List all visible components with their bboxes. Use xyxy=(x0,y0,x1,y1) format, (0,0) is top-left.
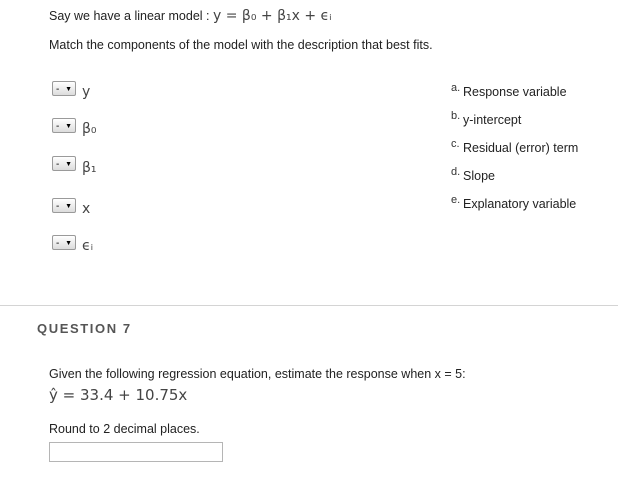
model-intro-label: Say we have a linear model : xyxy=(49,9,210,23)
match-instructions: Match the components of the model with the description that best fits. xyxy=(49,38,433,52)
dropdown-arrow-icon: ▼ xyxy=(65,240,72,247)
select-value: - xyxy=(56,238,60,249)
question-7-prompt: Given the following regression equation, estimate the response when x = 5: xyxy=(49,367,466,381)
question-7-title: QUESTION 7 xyxy=(37,321,132,336)
dropdown-arrow-icon: ▼ xyxy=(65,86,72,93)
match-symbol-epsilon: ϵᵢ xyxy=(82,238,94,254)
model-intro xyxy=(49,8,332,24)
select-value: - xyxy=(56,201,60,212)
option-text-e: Explanatory variable xyxy=(463,197,577,211)
option-letter-e: e. xyxy=(451,194,461,206)
option-text-c: Residual (error) term xyxy=(463,141,579,155)
option-text-d: Slope xyxy=(463,169,495,183)
select-value: - xyxy=(56,159,60,170)
dropdown-arrow-icon: ▼ xyxy=(65,161,72,168)
match-symbol-x: x xyxy=(82,201,91,217)
option-text-b: y-intercept xyxy=(463,113,522,127)
match-symbol-beta0: β₀ xyxy=(82,121,97,137)
dropdown-arrow-icon: ▼ xyxy=(65,203,72,210)
match-symbol-beta1: β₁ xyxy=(82,160,97,176)
match-symbol-y: y xyxy=(82,84,91,100)
model-equation: y = β₀ + β₁x + ϵᵢ xyxy=(213,8,332,24)
select-value: - xyxy=(56,121,60,132)
dropdown-arrow-icon: ▼ xyxy=(65,123,72,130)
option-text-a: Response variable xyxy=(463,85,567,99)
match-select-beta0[interactable] xyxy=(52,118,76,133)
round-instruction: Round to 2 decimal places. xyxy=(49,422,200,436)
option-letter-b: b. xyxy=(451,110,461,122)
answer-input[interactable] xyxy=(49,442,223,462)
regression-equation: ŷ = 33.4 + 10.75x xyxy=(49,386,188,404)
option-letter-a: a. xyxy=(451,82,461,94)
section-divider xyxy=(0,305,618,306)
select-value: - xyxy=(56,84,60,95)
match-select-y[interactable] xyxy=(52,81,76,96)
match-select-beta1[interactable] xyxy=(52,156,76,171)
option-letter-d: d. xyxy=(451,166,461,178)
option-letter-c: c. xyxy=(451,138,460,150)
match-select-x[interactable] xyxy=(52,198,76,213)
match-select-epsilon[interactable] xyxy=(52,235,76,250)
